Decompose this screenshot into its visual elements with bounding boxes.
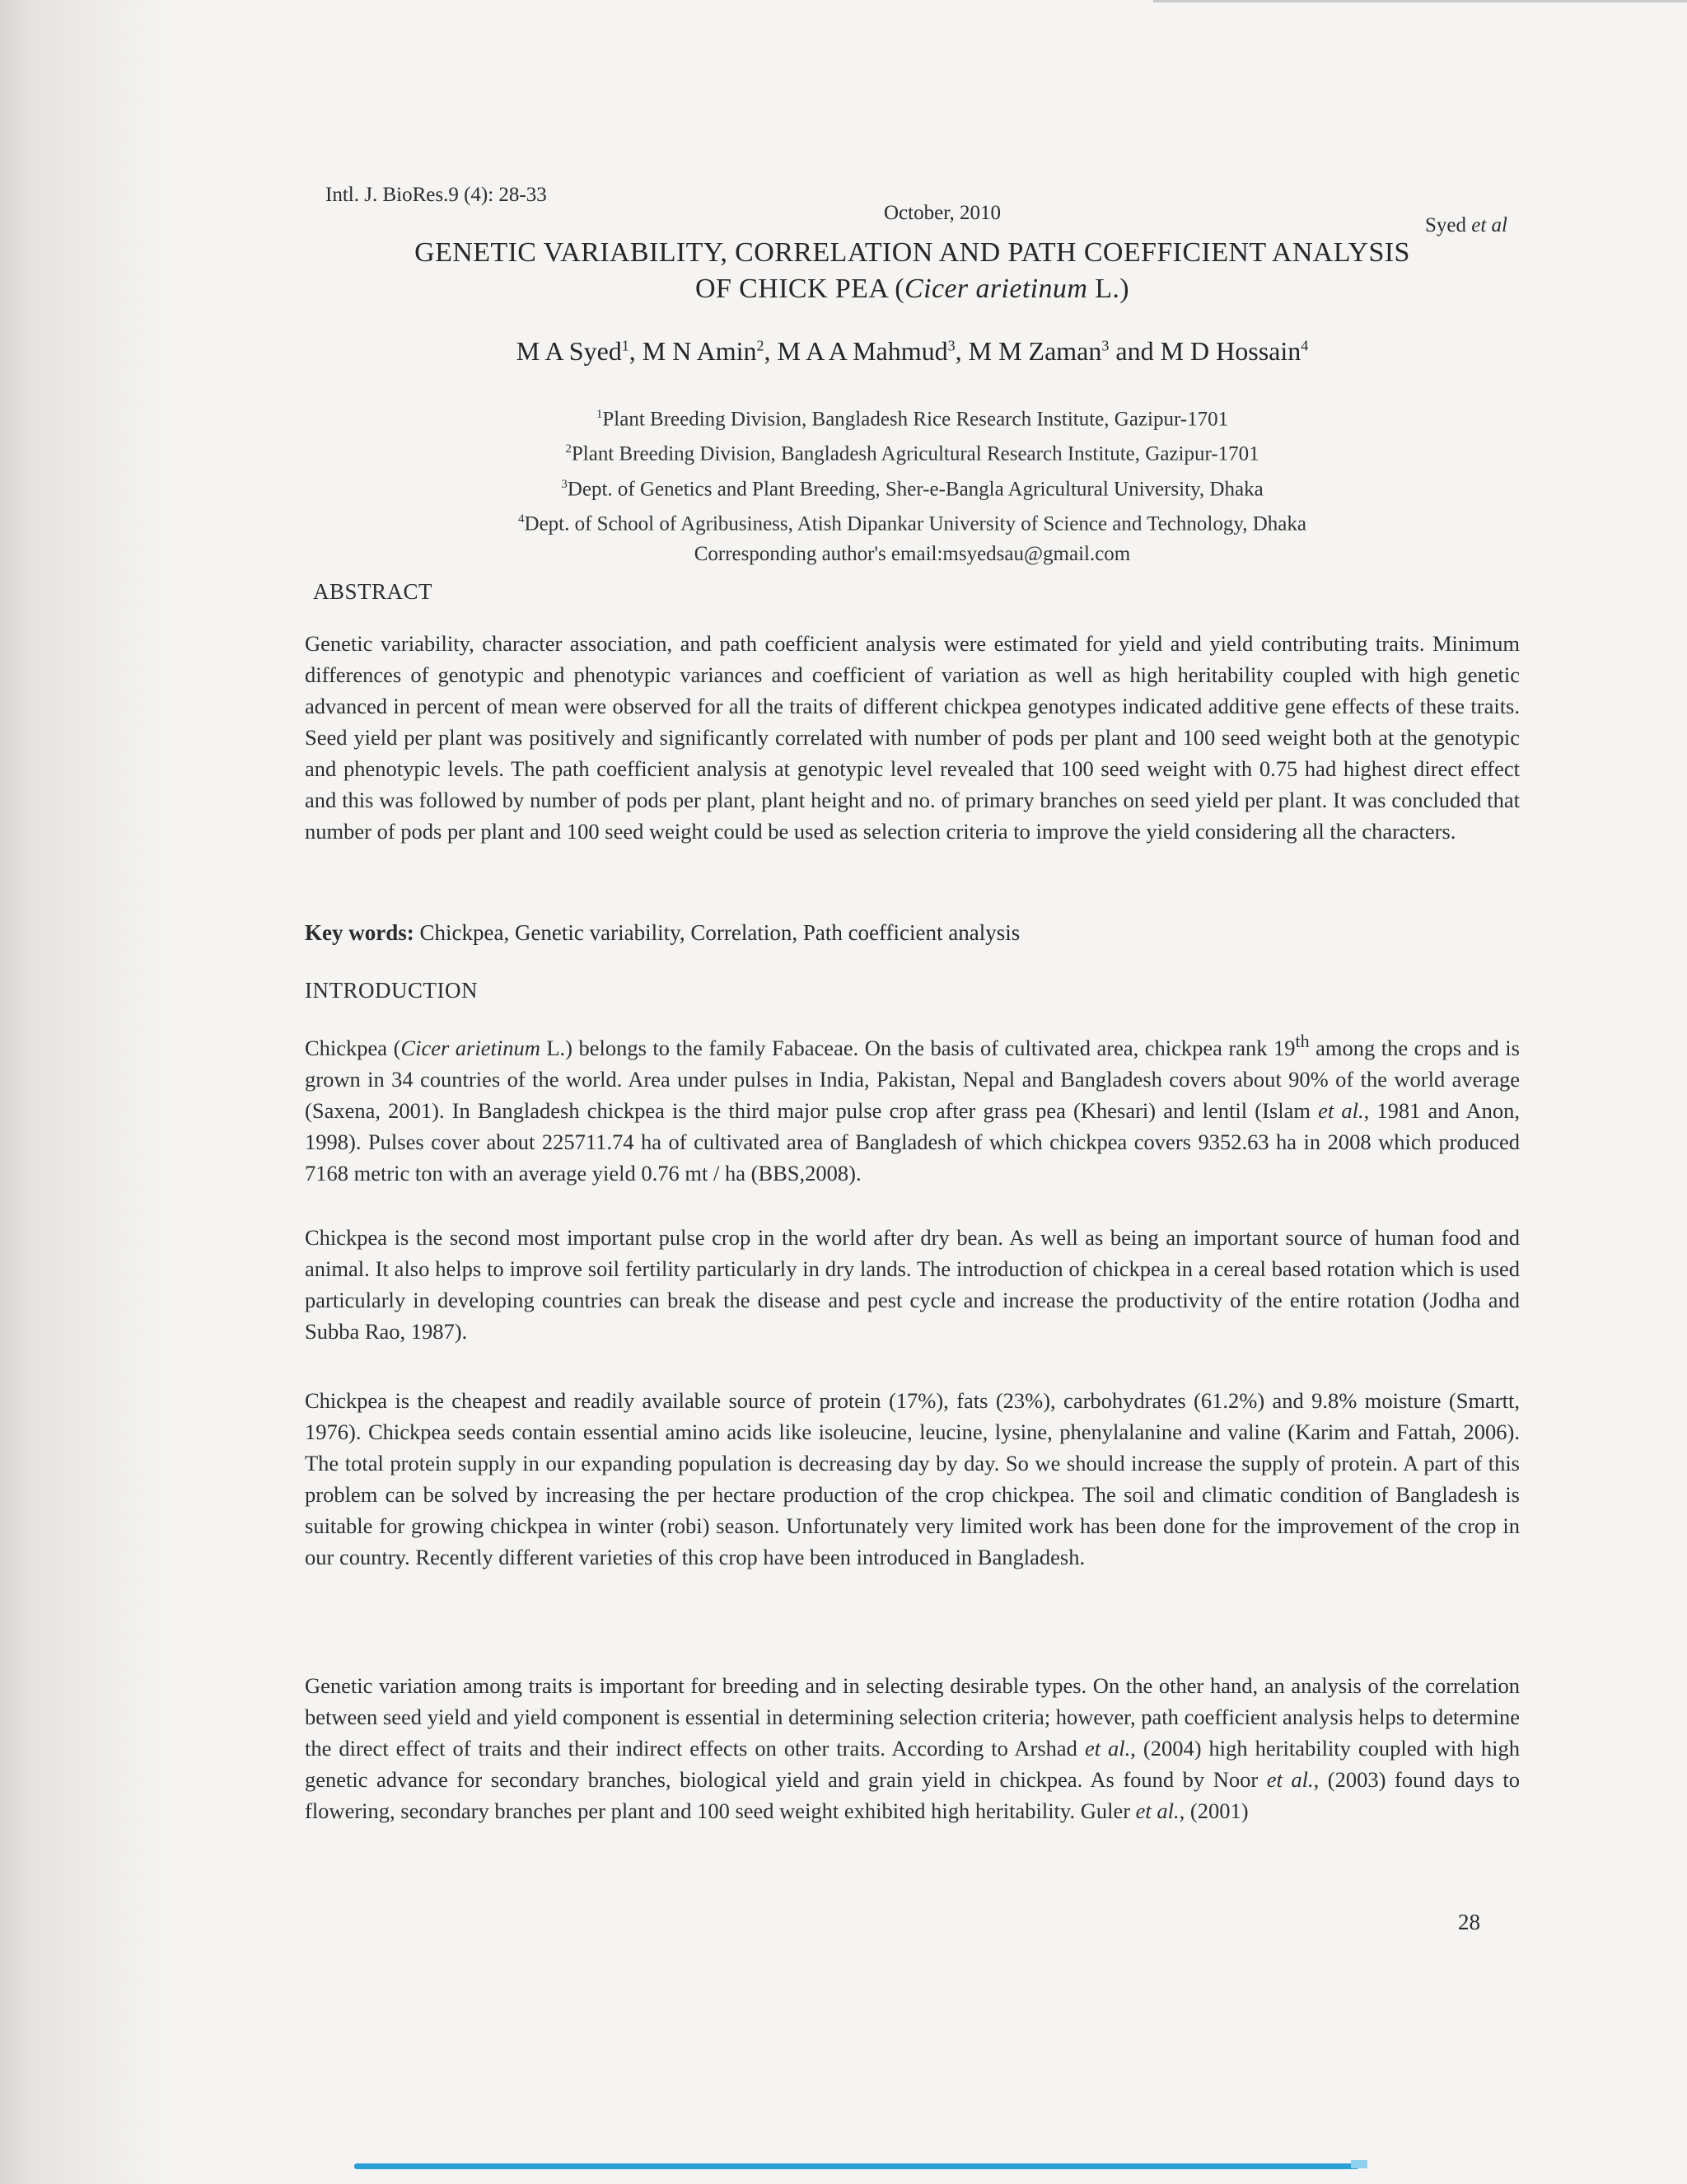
author: M A A Mahmud$^3$, (777, 336, 969, 366)
intro-paragraph-3: Chickpea is the cheapest and readily available source of protein (17%), fats (23%), carbohydrates (61.2%) and 9.8% moisture (Smartt, 1976). Chickpea seeds contain essential amino acids like isoleucine, leucine, lysine, phenylalanine and valine (Karim and Fattah, 2006). The total protein supply in our expanding population is decreasing day by day. So we should increase the supply of protein. A part of this problem can be solved by increasing the per hectare production of the crop chickpea. The soil and climatic condition of Bangladesh is suitable for growing chickpea in winter (robi) season. Unfortunately very limited work has been done for the improvement of the crop in our country. Recently different varieties of this crop have been introduced in Bangladesh. (305, 1388, 1520, 1569)
page-number: 28 (1458, 1910, 1480, 1934)
intro-paragraph-2: Chickpea is the second most important pulse crop in the world after dry bean. As well as being an important source of human food and animal. It also helps to improve soil fertility particularly in dry lands. The introduction of chickpea in a cereal based rotation which is used particularly in developing countries can break the disease and pest cycle and increase the productivity of the entire rotation (Jodha and Subba Rao, 1987). (305, 1225, 1520, 1344)
scan-blue-mark (354, 2163, 1359, 2169)
keywords-label: Key words: (305, 920, 414, 945)
author: M M Zaman$^3$ and (968, 336, 1161, 366)
intro-paragraph-1: Chickpea (Cicer arietinum L.) belongs to the family Fabaceae. On the basis of cultivated area, chickpea rank 19th among the crops and is grown in 34 countries of the world. Area under pulses in India, Pakistan, Nepal and Bangladesh covers about 90% of the world average (Saxena, 2001). In Bangladesh chickpea is the third major pulse crop after grass pea (Khesari) and lentil (Islam et al., 1981 and Anon, 1998). Pulses cover about 225711.74 ha of cultivated area of Bangladesh of which chickpea covers 9352.63 ha in 2008 which produced 7168 metric ton with an average yield 0.76 mt / ha (BBS,2008). (305, 1031, 1520, 1186)
intro-paragraph-4: Genetic variation among traits is important for breeding and in selecting desirable types. On the other hand, an analysis of the correlation between seed yield and yield component is essential in determining selection criteria; however, path coefficient analysis helps to determine the direct effect of traits and their indirect effects on other traits. According to Arshad et al., (2004) high heritability coupled with high genetic advance for secondary branches, biological yield and grain yield in chickpea. As found by Noor et al., (2003) found days to flowering, secondary branches per plant and 100 seed weight exhibited high heritability. Guler et al., (2001) (305, 1673, 1520, 1823)
affiliation: $^3$Dept. of Genetics and Plant Breeding, Sher-e-Bangla Agricultural University, Dhaka (561, 477, 1264, 500)
title-line-2: OF CHICK PEA (Cicer arietinum L.) (695, 274, 1129, 304)
running-header (301, 180, 1524, 236)
affiliation: $^4$Dept. of School of Agribusiness, Atish Dipankar University of Science and Technology, Dhaka (518, 512, 1306, 535)
abstract-body (305, 628, 1520, 847)
affiliations (301, 400, 1524, 569)
keywords-text: Chickpea, Genetic variability, Correlation, Path coefficient analysis (414, 920, 1021, 945)
introduction-heading: INTRODUCTION (305, 978, 478, 1003)
author-list (301, 336, 1524, 367)
issue-date: October, 2010 (884, 202, 1002, 224)
affiliation: $^1$Plant Breeding Division, Bangladesh Rice Research Institute, Gazipur-1701 (596, 408, 1229, 431)
scan-blue-mark-end (1351, 2160, 1367, 2168)
paper-title (301, 235, 1524, 307)
running-author: Syed et al (1425, 214, 1507, 236)
abstract-heading: ABSTRACT (313, 579, 433, 604)
scan-binding-shadow (0, 0, 169, 2184)
author: M A Syed$^1$, (516, 336, 643, 366)
author: M D Hossain$^4$ (1160, 336, 1309, 366)
corresponding-author-email: Corresponding author's email:msyedsau@gmail.com (694, 543, 1131, 566)
abstract-text: Genetic variability, character association, and path coefficient analysis were estimated for yield and yield contributing traits. Minimum differences of genotypic and phenotypic variances and coefficient of variation as well as high heritability coupled with high genetic advanced in percent of mean were observed for all the traits of different chickpea genotypes indicated additive gene effects of these traits. Seed yield per plant was positively and significantly correlated with number of pods per plant and 100 seed weight both at the genotypic and phenotypic levels. The path coefficient analysis at genotypic level revealed that 100 seed weight with 0.75 had highest direct effect and this was followed by number of pods per plant, plant height and no. of primary branches on seed yield per plant. It was concluded that number of pods per plant and 100 seed weight could be used as selection criteria to improve the yield considering all the characters. (305, 631, 1520, 844)
affiliation: $^2$Plant Breeding Division, Bangladesh Agricultural Research Institute, Gazipur-1701 (565, 442, 1259, 465)
journal-citation: Intl. J. BioRes.9 (4): 28-33 (325, 184, 547, 206)
scan-top-edge (1153, 0, 1687, 2)
author: M N Amin$^2$, (642, 336, 778, 366)
keywords (305, 920, 1520, 946)
title-line-1: GENETIC VARIABILITY, CORRELATION AND PATH COEFFICIENT ANALYSIS (414, 237, 1410, 268)
